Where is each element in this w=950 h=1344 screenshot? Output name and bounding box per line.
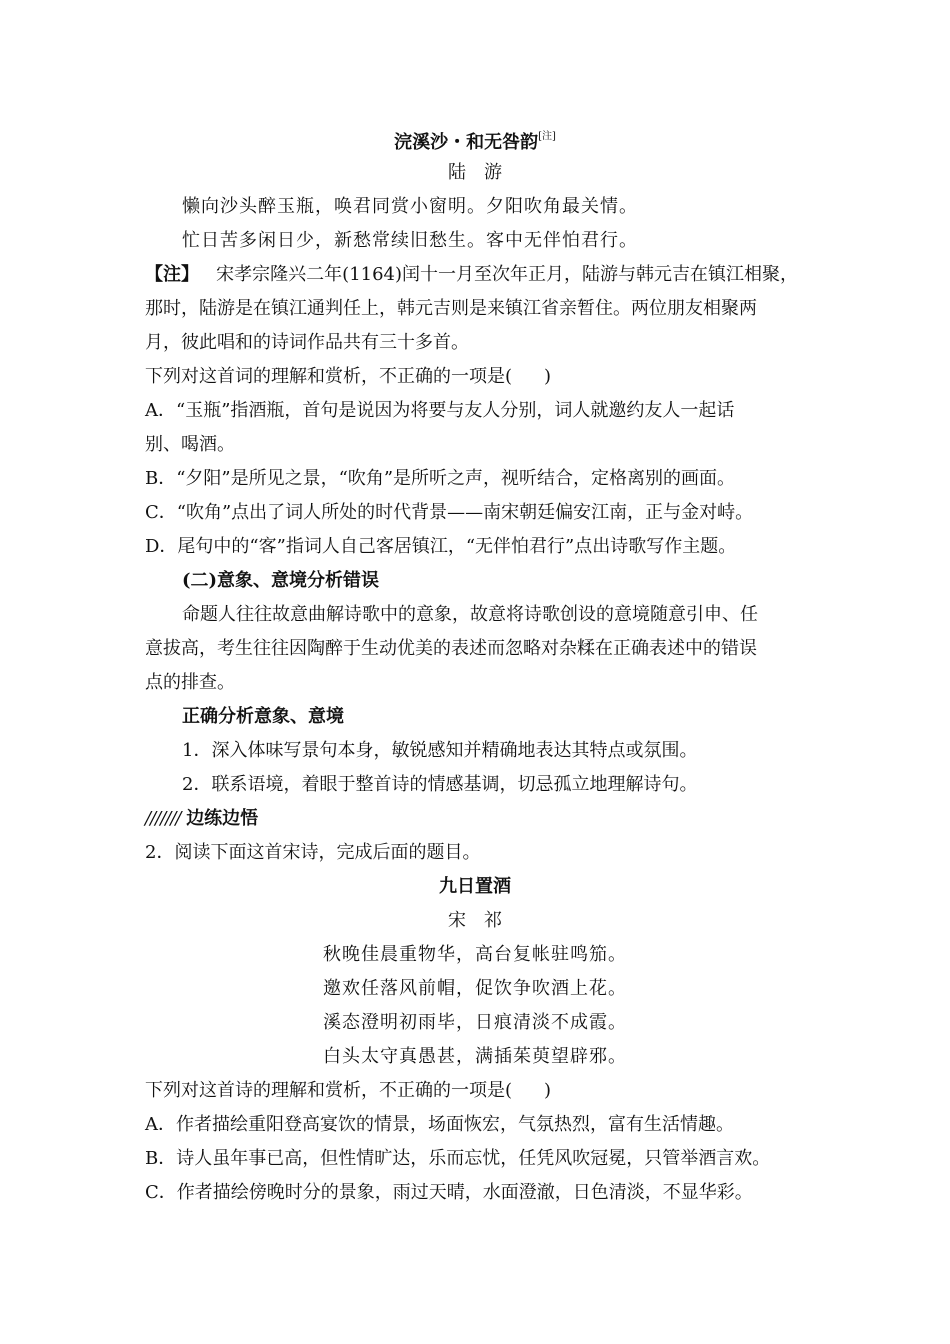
note-line-2: 那时，陆游是在镇江通判任上，韩元吉则是来镇江省亲暂住。两位朋友相聚两 [145,298,757,319]
poem1-note [145,262,950,288]
poem2-line-1: 秋晚佳晨重物华，高台复帐驻鸣笳。 [323,944,627,965]
question2-option-a: A．作者描绘重阳登高宴饮的情景，场面恢宏，气氛热烈，富有生活情趣。 [145,1114,734,1135]
poem1-title-text: 浣溪沙・和无咎韵 [394,132,539,153]
method-2: 2．联系语境，着眼于整首诗的情感基调，切忌孤立地理解诗句。 [182,774,698,795]
section2-intro-3: 点的排查。 [145,672,235,693]
note-label: 【注】 [145,264,199,285]
note-line-3: 月，彼此唱和的诗词作品共有三十多首。 [145,332,469,353]
question2-stem [145,1078,950,1104]
poem2-line-3: 溪态澄明初雨毕，日痕清淡不成霞。 [323,1012,627,1033]
question2-option-c: C．作者描绘傍晚时分的景象，雨过天晴，水面澄澈，日色清淡，不显华彩。 [145,1182,753,1203]
section2-heading: (二)意象、意境分析错误 [182,570,380,591]
section2-intro-1: 命题人往往故意曲解诗歌中的意象，故意将诗歌创设的意境随意引申、任 [182,604,758,625]
poem1-title [0,124,950,156]
question1-stem-text: 下列对这首词的理解和赏析，不正确的一项是( [145,366,513,387]
question1-option-b: B．“夕阳”是所见之景，“吹角”是所听之声，视听结合，定格离别的画面。 [145,468,736,489]
note-line-1: 宋孝宗隆兴二年(1164)闰十一月至次年正月，陆游与韩元吉在镇江相聚， [216,264,799,285]
poem2-line-2: 邀欢任落风前帽，促饮争吹酒上花。 [323,978,627,999]
question1-option-a-cont: 别、喝酒。 [145,434,235,455]
practice-marker: /////// [145,808,181,829]
poem2-author: 宋 祁 [448,910,502,931]
poem2-line-4: 白头太守真愚甚，满插茱萸望辟邪。 [323,1046,627,1067]
question2-prompt: 2．阅读下面这首宋诗，完成后面的题目。 [145,842,481,863]
question2-stem-close: ) [544,1080,552,1101]
question2-stem-text: 下列对这首诗的理解和赏析，不正确的一项是( [145,1080,513,1101]
question1-option-d: D．尾句中的“客”指词人自己客居镇江，“无伴怕君行”点出诗歌写作主题。 [145,536,737,557]
section2-intro-2: 意拔高，考生往往因陶醉于生动优美的表述而忽略对杂糅在正确表述中的错误 [145,638,757,659]
poem1-title-note-marker: [注] [538,131,556,142]
practice-header [145,806,950,832]
question1-option-c: C．“吹角”点出了词人所处的时代背景——南宋朝廷偏安江南，正与金对峙。 [145,502,754,523]
practice-label: 边练边悟 [186,808,259,829]
question1-option-a: A．“玉瓶”指酒瓶，首句是说因为将要与友人分别，词人就邀约友人一起话 [145,400,735,421]
poem1-line-2: 忙日苦多闲日少，新愁常续旧愁生。客中无伴怕君行。 [182,230,638,251]
question1-stem [145,364,950,390]
method-heading: 正确分析意象、意境 [182,706,344,727]
poem2-title: 九日置酒 [439,876,511,897]
question2-option-b: B．诗人虽年事已高，但性情旷达，乐而忘忧，任凭风吹冠冕，只管举酒言欢。 [145,1148,771,1169]
poem1-line-1: 懒向沙头醉玉瓶，唤君同赏小窗明。夕阳吹角最关情。 [182,196,638,217]
method-1: 1．深入体味写景句本身，敏锐感知并精确地表达其特点或氛围。 [182,740,698,761]
poem1-author: 陆 游 [448,162,502,183]
question1-stem-close: ) [544,366,552,387]
